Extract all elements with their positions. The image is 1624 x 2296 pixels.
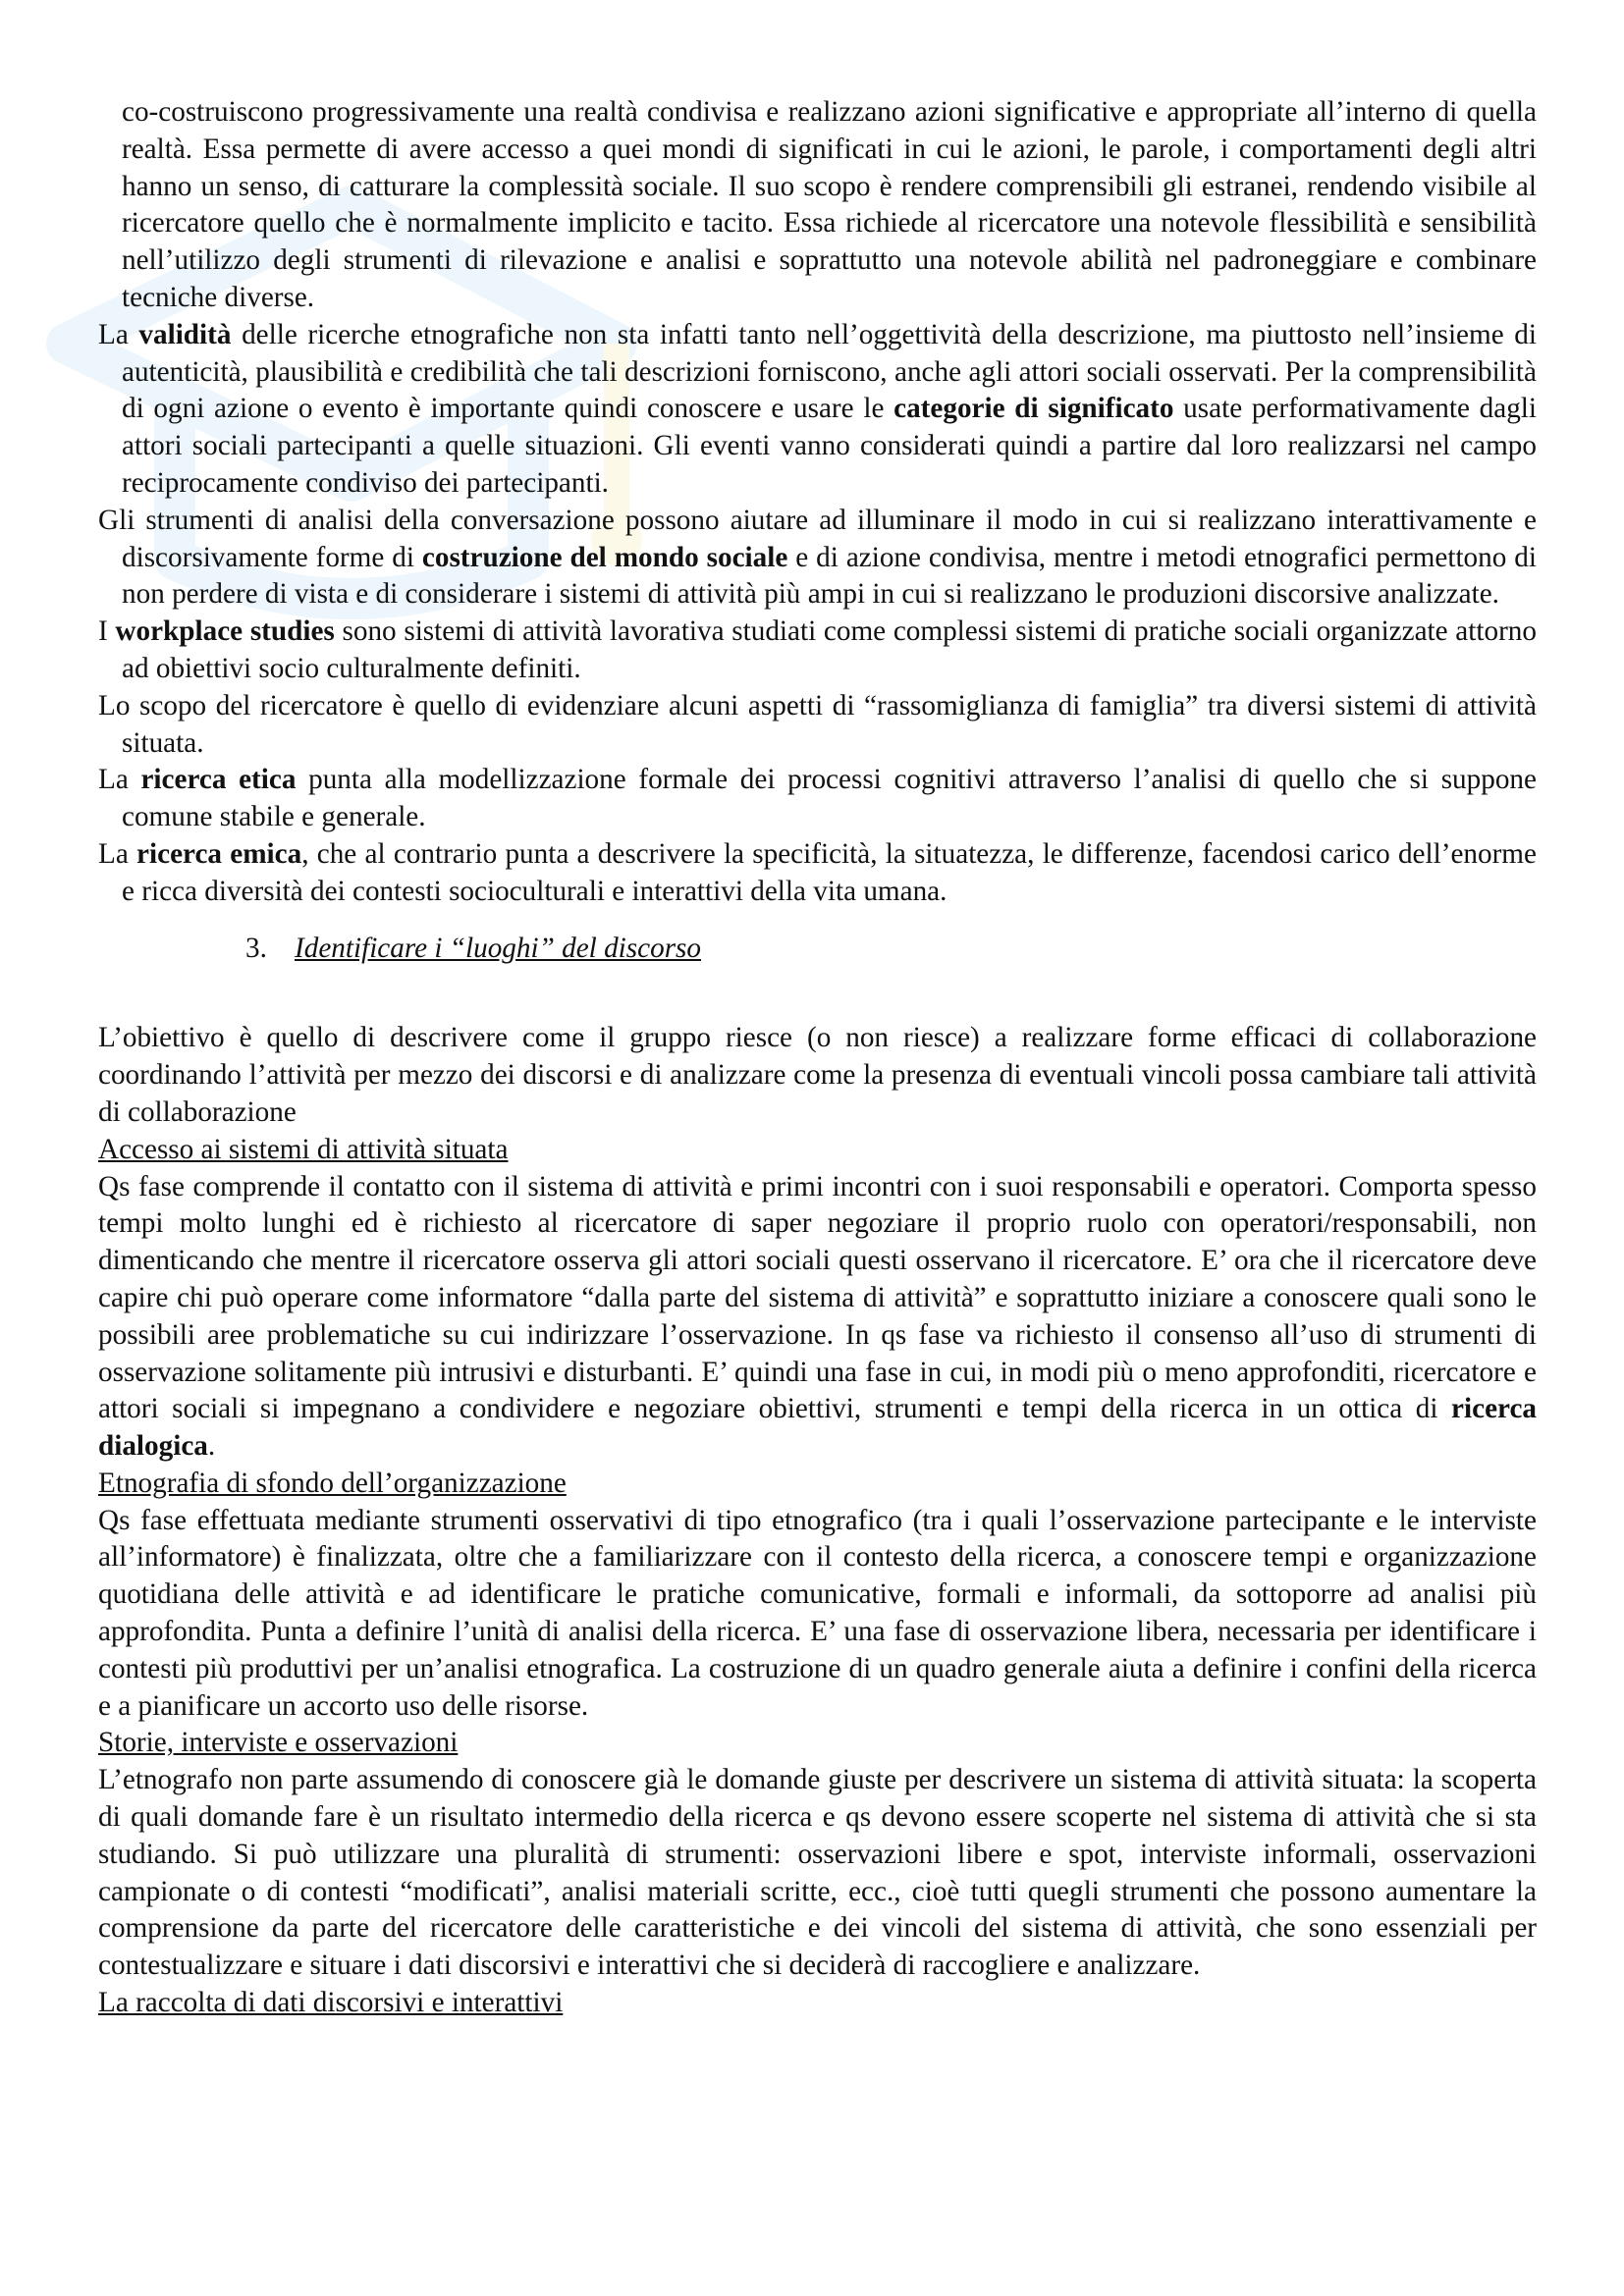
paragraph-ethnography-intro: co-costruiscono progressivamente una realtà condivisa e realizzano azioni significative e appropriate all’interno di quella realtà. Essa permette di avere accesso a quei mondi di significati in cui le azioni, le parole, i comportamenti degli altri hanno un senso, di catturare la complessità sociale. Il suo scopo è rendere comprensibili gli estranei, rendendo visibile al ricercatore quello che è normalmente implicito e tacito. Essa richiede al ricercatore una notevole flessibilità e sensibilità nell’utilizzo degli strumenti di rilevazione e analisi e soprattutto una notevole abilità nel padroneggiare e combinare tecniche diverse. — [122, 96, 1537, 313]
subheading-etnografia-sfondo: Etnografia di sfondo dell’organizzazione — [98, 1467, 567, 1499]
paragraph-analisi-conversazione: Gli strumenti di analisi della conversazione possono aiutare ad illuminare il modo in cui si realizzano interattivamente e discorsivamente forme di costruzione del mondo sociale e di azione condivisa, mentre i metodi etnografici permettono di non perdere di vista e di considerare i sistemi di attività più ampi in cui si realizzano le produzioni discorsive analizzate. — [98, 504, 1537, 611]
paragraph-ricerca-etica: La ricerca etica punta alla modellizzazione formale dei processi cognitivi attraverso l’analisi di quello che si suppone comune stabile e generale. — [98, 764, 1537, 833]
term-ricerca-etica: ricerca etica — [140, 764, 297, 796]
section-heading — [98, 931, 1537, 968]
term-workplace-studies: workplace studies — [115, 615, 335, 648]
section-title: Identificare i “luoghi” del discorso — [295, 932, 702, 964]
subheading-raccolta-dati: La raccolta di dati discorsivi e interattivi — [98, 1987, 564, 2019]
term-ricerca-emica: ricerca emica — [136, 837, 302, 870]
term-validita: validità — [138, 318, 232, 350]
term-categorie-di-significato: categorie di significato — [893, 393, 1174, 425]
subheading-accesso: Accesso ai sistemi di attività situata — [98, 1133, 509, 1165]
paragraph-workplace-studies: I workplace studies sono sistemi di attività lavorativa studiati come complessi sistemi di pratiche sociali organizzate attorno ad obiettivi socio culturalmente definiti. — [98, 615, 1537, 684]
paragraph-etnografia-sfondo: Qs fase effettuata mediante strumenti osservativi di tipo etnografico (tra i quali l’osservazione partecipante e le interviste all’informatore) è finalizzata, oltre che a familiarizzare con il contesto della ricerca, a conoscere tempi e organizzazione quotidiana delle attività e ad identificare le pratiche comunicative, formali e informali, da sottoporre ad analisi più approfondita. Punta a definire l’unità di analisi della ricerca. E’ una fase di osservazione libera, necessaria per identificare i contesti più produttivi per un’analisi etnografica. La costruzione di un quadro generale aiuta a definire i confini della ricerca e a pianificare un accorto uso delle risorse. — [98, 1504, 1537, 1722]
paragraph-storie-interviste: L’etnografo non parte assumendo di conoscere già le domande giuste per descrivere un sistema di attività situata: la scoperta di quali domande fare è un risultato intermedio della ricerca e qs devono essere scoperte nel sistema di attività che si sta studiando. Si può utilizzare una pluralità di strumenti: osservazioni libere e spot, interviste informali, osservazioni campionate o di contesti “modificati”, analisi materiali scritte, ecc., cioè tutti quegli strumenti che possono aumentare la comprensione da parte del ricercatore delle caratteristiche e dei vincoli del sistema di attività, che sono essenziali per contestualizzare e situare i dati discorsivi e interattivi che si deciderà di raccogliere e analizzare. — [98, 1764, 1537, 1982]
paragraph-ricerca-emica: La ricerca emica, che al contrario punta a descrivere la specificità, la situatezza, le differenze, facendosi carico dell’enorme e ricca diversità dei contesti socioculturali e interattivi della vita umana. — [98, 837, 1537, 907]
paragraph-accesso: Qs fase comprende il contatto con il sistema di attività e primi incontri con i suoi responsabili e operatori. Comporta spesso tempi molto lunghi ed è richiesto al ricercatore di saper negoziare il proprio ruolo con operatori/responsabili, non dimenticando che mentre il ricercatore osserva gli attori sociali questi osservano il ricercatore. E’ ora che il ricercatore deve capire chi può operare come informatore “dalla parte del sistema di attività” e soprattutto iniziare a conoscere quali sono le possibili aree problematiche su cui indirizzare l’osservazione. In qs fase va richiesto il consenso all’uso di strumenti di osservazione solitamente più intrusivi e disturbanti. E’ quindi una fase in cui, in modi più o meno approfonditi, ricercatore e attori sociali si impegnano a condividere e negoziare obiettivi, strumenti e tempi della ricerca in un ottica di ricerca dialogica. — [98, 1170, 1537, 1463]
term-ricerca-dialogica: ricerca dialogica — [98, 1393, 1537, 1463]
paragraph-scopo-ricercatore: Lo scopo del ricercatore è quello di evidenziare alcuni aspetti di “rassomiglianza di famiglia” tra diversi sistemi di attività situata. — [98, 689, 1537, 759]
paragraph-obiettivo: L’obiettivo è quello di descrivere come il gruppo riesce (o non riesce) a realizzare forme efficaci di collaborazione coordinando l’attività per mezzo dei discorsi e di analizzare come la presenza di eventuali vincoli possa cambiare tali attività di collaborazione — [98, 1022, 1537, 1128]
subheading-storie-interviste: Storie, interviste e osservazioni — [98, 1727, 459, 1759]
paragraph-validita: La validità delle ricerche etnografiche non sta infatti tanto nell’oggettività della descrizione, ma piuttosto nell’insieme di autenticità, plausibilità e credibilità che tali descrizioni forniscono, anche agli attori sociali osservati. Per la comprensibilità di ogni azione o evento è importante quindi conoscere e usare le categorie di significato usate performativamente dagli attori sociali partecipanti a quelle situazioni. Gli eventi vanno considerati quindi a partire dal loro realizzarsi nel campo reciprocamente condiviso dei partecipanti. — [98, 318, 1538, 499]
section-number: 3. — [245, 932, 267, 964]
document-page — [98, 94, 1537, 2022]
term-costruzione-mondo-sociale: costruzione del mondo sociale — [421, 541, 788, 573]
